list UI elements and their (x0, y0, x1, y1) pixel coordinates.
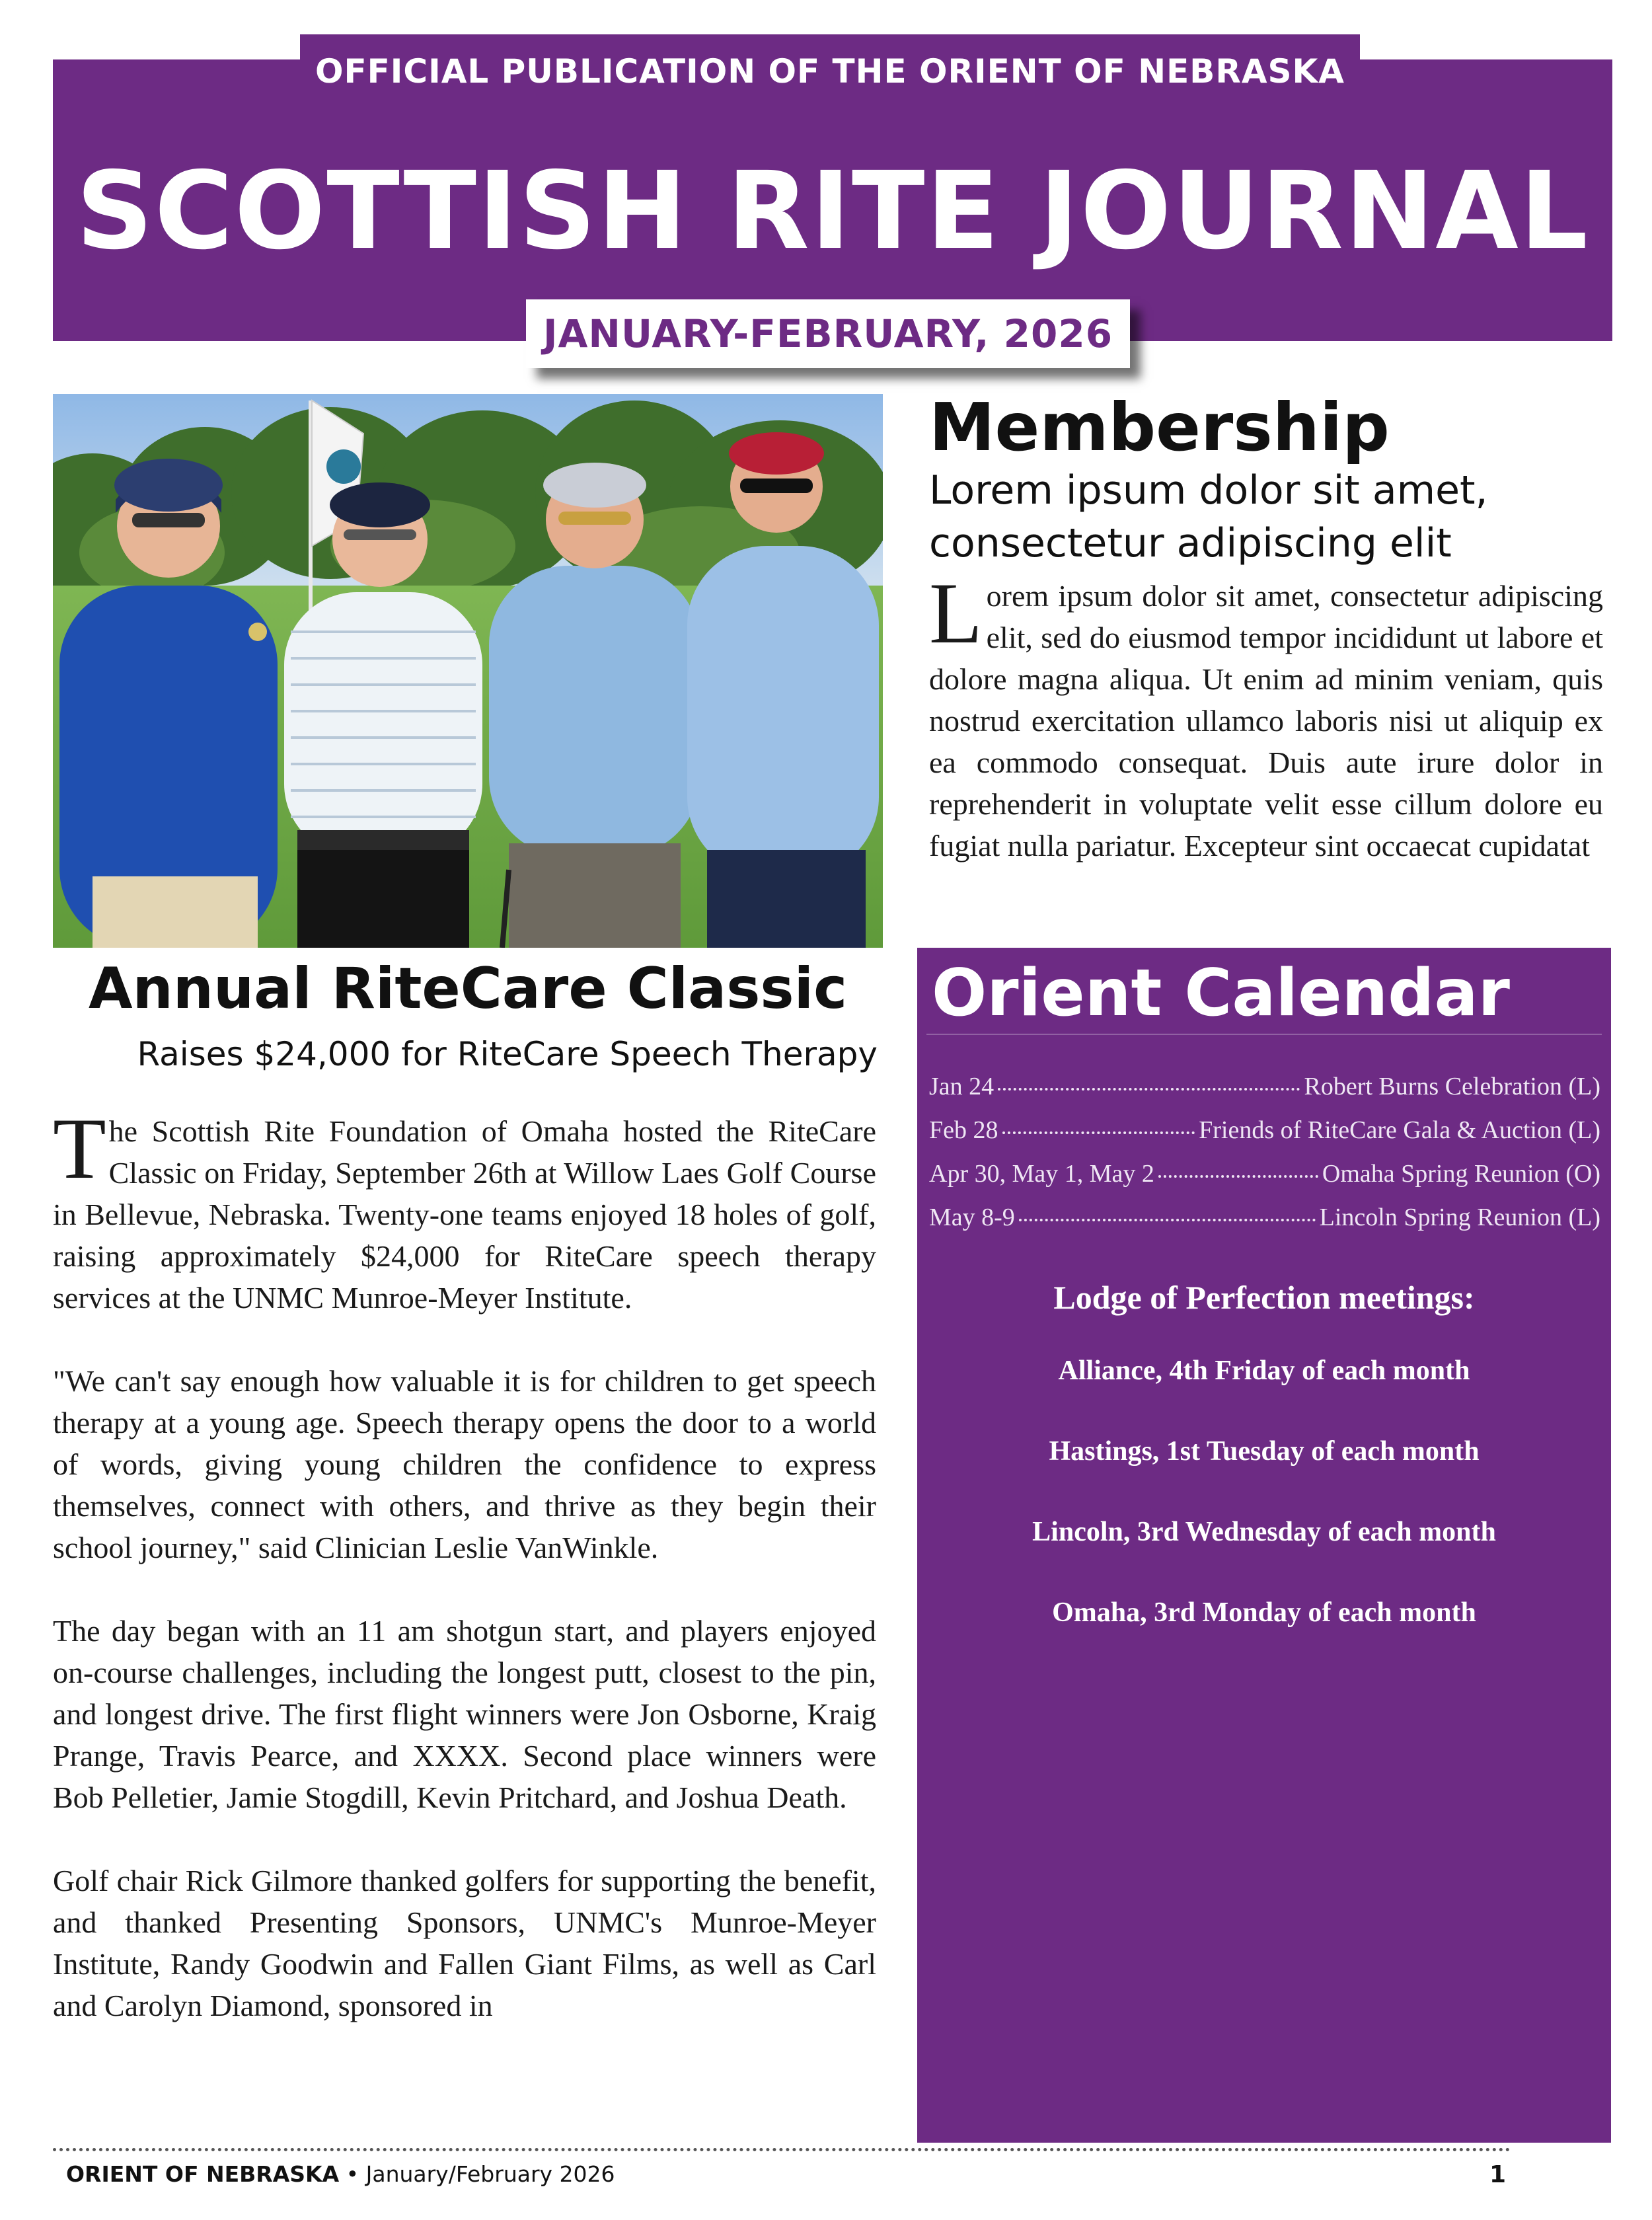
event-name: Lincoln Spring Reunion (L) (1319, 1204, 1600, 1231)
membership-text: orem ipsum dolor sit amet, consectetur adipiscing elit, sed do eiusmod tempor incididunt ut labore et dolore magna aliqua. Ut enim ad minim veniam, quis nostrud exercitation ullamco laboris nisi ut aliquip ex ea commodo consequat. Duis aute irure dolor in reprehenderit in voluptate velit esse cillum dolore eu fugiat nulla pariatur. Excepteur sint occaecat cupidatat (929, 579, 1603, 862)
footer-date: January/February 2026 (365, 2161, 615, 2187)
article-dropcap: T (53, 1110, 106, 1197)
lodge-meeting: Lincoln, 3rd Wednesday of each month (1032, 1517, 1496, 1547)
calendar-event-list (929, 1072, 1600, 1246)
calendar-event (929, 1203, 1600, 1246)
article-paragraph: The day began with an 11 am shotgun start, and players enjoyed on-course challenges, including the longest putt, closest to the pin, and longest drive. The first flight winners were Jon Osborne, Kraig Prange, Travis Pearce, and XXXX. Second place winners were Bob Pelletier, Jamie Stogdill, Kevin Pritchard, and Joshua Death. (53, 1614, 876, 1814)
leader-dots (1002, 1131, 1195, 1134)
orient-calendar-panel (917, 948, 1611, 2143)
issue-date-badge (526, 299, 1130, 368)
event-date: May 8-9 (929, 1204, 1015, 1231)
event-name: Robert Burns Celebration (L) (1304, 1073, 1600, 1100)
footer-bullet: • (346, 2161, 359, 2187)
issue-date: JANUARY-FEBRUARY, 2026 (543, 311, 1113, 356)
event-name: Omaha Spring Reunion (O) (1322, 1160, 1600, 1188)
article-body (53, 1110, 876, 2145)
calendar-event (929, 1072, 1600, 1116)
event-date: Feb 28 (929, 1116, 998, 1144)
leader-dots (1158, 1175, 1318, 1178)
lodge-meetings-heading: Lodge of Perfection meetings: (1053, 1279, 1475, 1316)
event-name: Friends of RiteCare Gala & Auction (L) (1199, 1116, 1600, 1144)
article-paragraph: "We can't say enough how valuable it is for children to get speech therapy at a young age. Speech therapy opens the door to a world of words, giving young children the confidence to express themselves, connect with others, and thrive as they begin their school journey," said Clinician Leslie VanWinkle. (53, 1364, 876, 1564)
membership-heading: Membership (929, 389, 1390, 466)
footer-divider (53, 2148, 1511, 2151)
publication-tagline: OFFICIAL PUBLICATION OF THE ORIENT OF NEBRASKA (315, 52, 1345, 91)
calendar-event (929, 1116, 1600, 1159)
lodge-meeting: Hastings, 1st Tuesday of each month (1049, 1436, 1480, 1467)
calendar-divider (926, 1034, 1602, 1035)
calendar-heading: Orient Calendar (932, 956, 1510, 1031)
event-date: Apr 30, May 1, May 2 (929, 1160, 1154, 1188)
article-paragraph-text: he Scottish Rite Foundation of Omaha hosted the RiteCare Classic on Friday, September 26th at Willow Laes Golf Course in Bellevue, Nebraska. Twenty-one teams enjoyed 18 holes of golf, raising approximately $24,000 for RiteCare speech therapy services at the UNMC Munroe-Meyer Institute. (53, 1114, 876, 1315)
membership-body (929, 564, 1603, 866)
event-date: Jan 24 (929, 1073, 995, 1100)
lodge-meeting: Alliance, 4th Friday of each month (1058, 1356, 1470, 1386)
leader-dots (998, 1088, 1300, 1091)
page-number: 1 (1489, 2161, 1507, 2188)
calendar-event (929, 1159, 1600, 1203)
leader-dots (1019, 1219, 1316, 1221)
golfers-photo (53, 394, 883, 948)
article-subheadline: Raises $24,000 for RiteCare Speech Therapy (137, 1035, 878, 1073)
footer-publication-info (66, 2161, 615, 2187)
footer-publication: ORIENT OF NEBRASKA (66, 2161, 340, 2187)
lodge-meeting: Omaha, 3rd Monday of each month (1052, 1597, 1476, 1628)
membership-dropcap: L (929, 564, 983, 662)
article-headline: Annual RiteCare Classic (88, 956, 848, 1022)
journal-title: SCOTTISH RITE JOURNAL (76, 149, 1589, 274)
article-paragraph (53, 1110, 876, 1319)
article-paragraph: Golf chair Rick Gilmore thanked golfers for supporting the benefit, and thanked Presenting Sponsors, UNMC's Munroe-Meyer Institute, Randy Goodwin and Fallen Giant Films, as well as Carl and Carolyn Diamond, sponsored in (53, 1864, 876, 2022)
membership-subheading: Lorem ipsum dolor sit amet, consectetur adipiscing elit (929, 467, 1488, 566)
